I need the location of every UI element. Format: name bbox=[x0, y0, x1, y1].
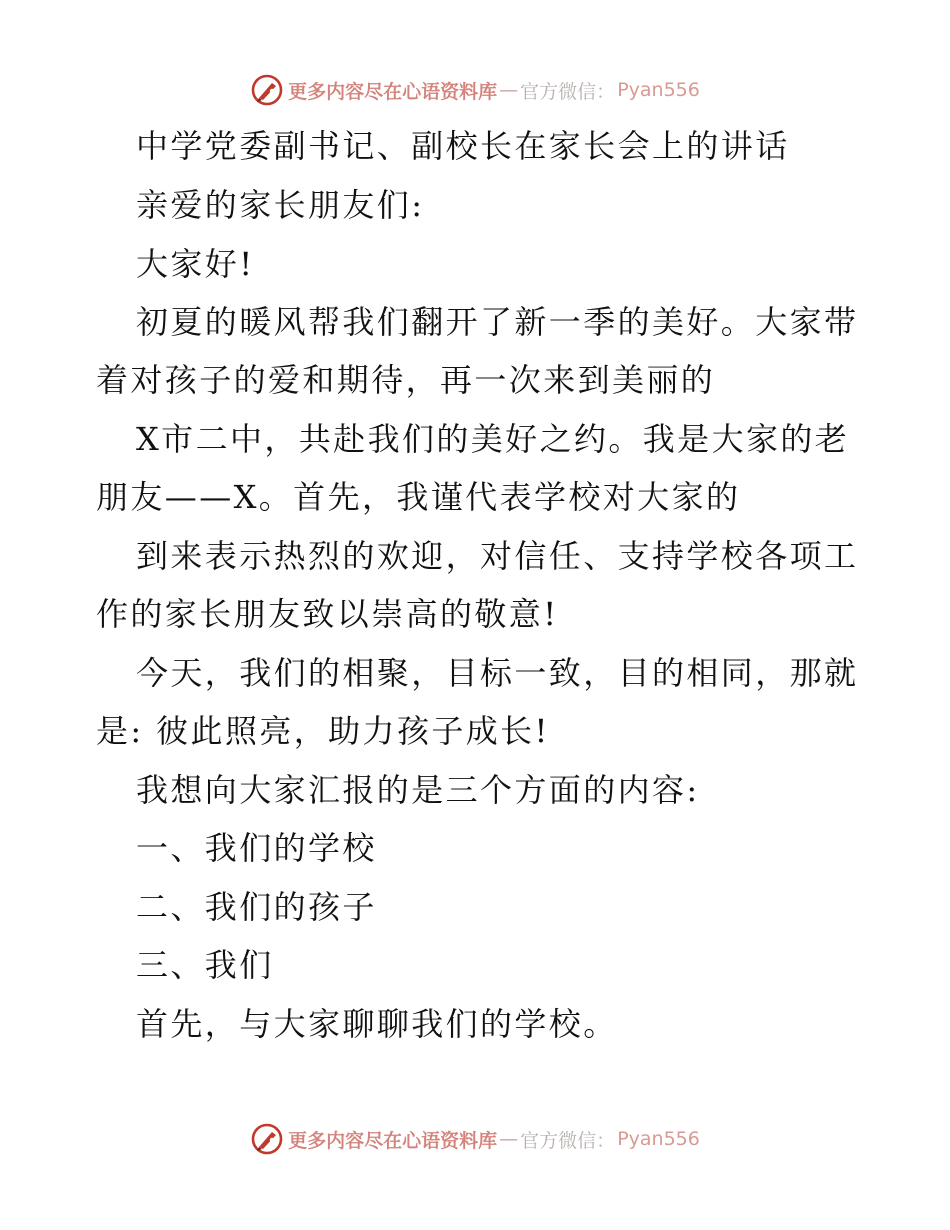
paragraph-line: 初夏的暖风帮我们翻开了新一季的美好。大家带 bbox=[136, 303, 859, 341]
outline-item-3: 三、我们 bbox=[136, 946, 274, 984]
watermark-site: 更多内容尽在心语资料库 bbox=[288, 80, 498, 103]
paragraph-line: 着对孩子的爱和期待，再一次来到美丽的 bbox=[96, 361, 716, 399]
paragraph-line: X市二中，共赴我们的美好之约。我是大家的老 bbox=[136, 420, 850, 458]
paragraph-line: 今天，我们的相聚，目标一致，目的相同，那就 bbox=[136, 654, 859, 692]
watermark-dash: — bbox=[499, 79, 519, 101]
paragraph-line: 朋友——X。首先，我谨代表学校对大家的 bbox=[96, 478, 741, 516]
paragraph-line: 首先，与大家聊聊我们的学校。 bbox=[136, 1005, 618, 1043]
watermark-wechat-label: 官方微信： bbox=[520, 1129, 616, 1152]
watermark-wechat-id: Pyan556 bbox=[617, 79, 700, 101]
watermark-site: 更多内容尽在心语资料库 bbox=[288, 1129, 498, 1152]
watermark-wechat-id: Pyan556 bbox=[617, 1128, 700, 1150]
watermark-banner-bottom bbox=[0, 1119, 950, 1159]
document-title: 中学党委副书记、副校长在家长会上的讲话 bbox=[136, 127, 790, 165]
outline-item-2: 二、我们的孩子 bbox=[136, 888, 377, 926]
paragraph-line: 作的家长朋友致以崇高的敬意! bbox=[96, 595, 559, 633]
greeting: 大家好! bbox=[136, 245, 255, 283]
paragraph-line: 是: 彼此照亮，助力孩子成长! bbox=[96, 712, 550, 750]
watermark-dash: — bbox=[499, 1128, 519, 1150]
pen-logo-icon bbox=[250, 1122, 284, 1156]
watermark-wechat-label: 官方微信： bbox=[520, 80, 616, 103]
paragraph-line: 我想向大家汇报的是三个方面的内容: bbox=[136, 771, 700, 809]
outline-item-1: 一、我们的学校 bbox=[136, 829, 377, 867]
paragraph-line: 到来表示热烈的欢迎，对信任、支持学校各项工 bbox=[136, 537, 859, 575]
salutation: 亲爱的家长朋友们: bbox=[136, 186, 425, 224]
